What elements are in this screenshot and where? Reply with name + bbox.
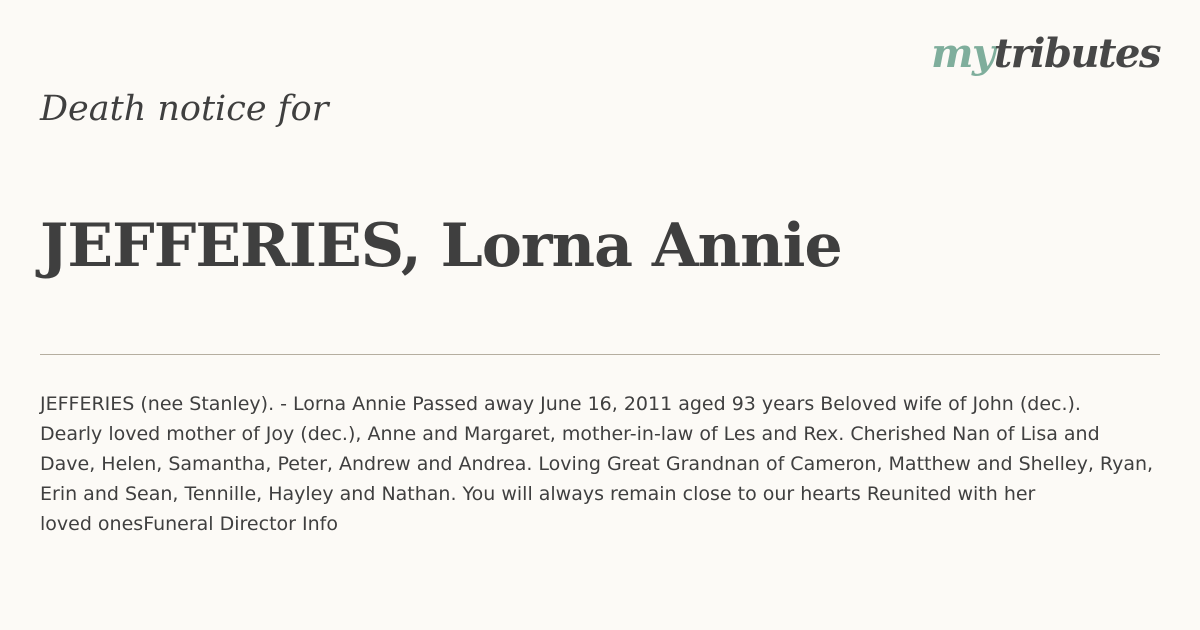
logo-my: my [931, 30, 994, 77]
divider [40, 354, 1160, 355]
notice-text [40, 389, 1190, 539]
death-notice-subtitle: Death notice for [40, 89, 329, 129]
mytributes-logo[interactable] [931, 30, 1160, 77]
notice-line: Dearly loved mother of Joy (dec.), Anne and Margaret, mother-in-law of Les and Rex. Cherished Nan of Lisa and [40, 423, 1100, 445]
notice-line: loved onesFuneral Director Info [40, 513, 338, 535]
notice-line: Erin and Sean, Tennille, Hayley and Nathan. You will always remain close to our hearts Reunited with her [40, 483, 1036, 505]
notice-line: JEFFERIES (nee Stanley). - Lorna Annie Passed away June 16, 2011 aged 93 years Beloved wife of John (dec.). [40, 393, 1081, 415]
deceased-name: JEFFERIES, Lorna Annie [40, 211, 842, 281]
logo-tributes: tributes [993, 30, 1160, 77]
notice-line: Dave, Helen, Samantha, Peter, Andrew and Andrea. Loving Great Grandnan of Cameron, Matthew and Shelley, Ryan, [40, 453, 1154, 475]
